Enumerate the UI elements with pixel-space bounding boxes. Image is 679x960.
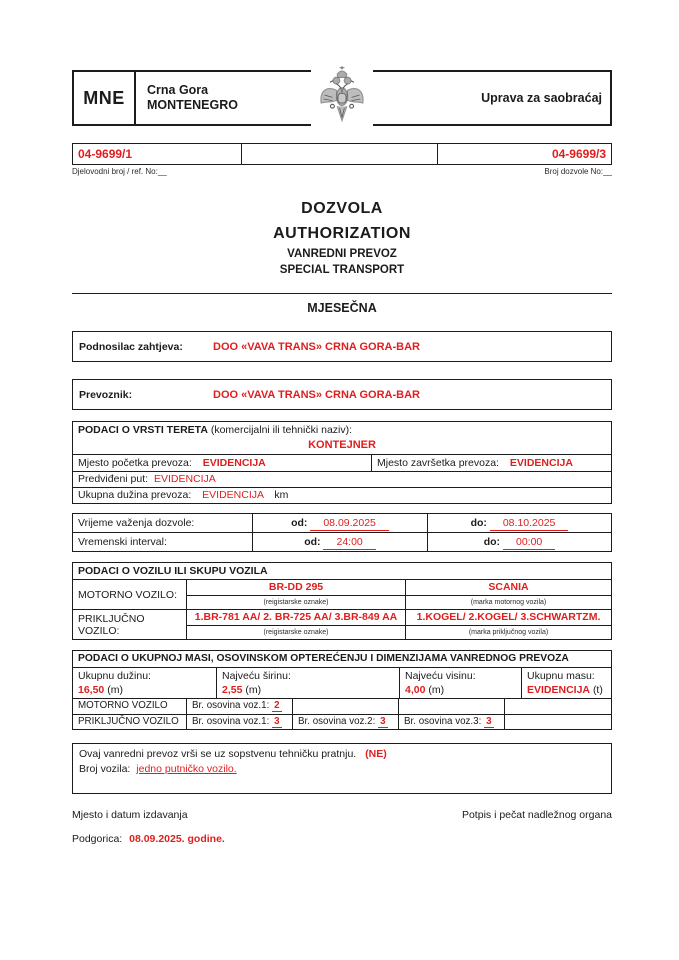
cargo-title-text: PODACI O VRSTI TERETA bbox=[78, 424, 208, 436]
valid-from-value: 08.09.2025 bbox=[310, 516, 389, 531]
cargo-start-cell bbox=[73, 455, 372, 471]
escort-line2 bbox=[79, 762, 605, 777]
country-name-english: MONTENEGRO bbox=[147, 98, 238, 112]
trailer-axle1-value: 3 bbox=[274, 715, 280, 727]
issue-place: Podgorica: bbox=[72, 833, 123, 845]
cargo-end-label: Mjesto završetka prevoza: bbox=[377, 457, 499, 469]
length-value: 16,50 bbox=[78, 684, 105, 696]
cargo-title-note: (komercijalni ili tehnički naziv): bbox=[210, 424, 353, 436]
applicant-box bbox=[72, 331, 612, 362]
od-label-2: od: bbox=[304, 536, 321, 548]
motor-vehicle-row bbox=[73, 580, 611, 609]
cargo-route-row bbox=[73, 472, 611, 488]
interval-label: Vremenski interval: bbox=[73, 533, 253, 551]
trailer-axle3-label: Br. osovina voz.3: bbox=[404, 715, 482, 727]
trailer-make-caption: (marka priključnog vozila) bbox=[468, 629, 549, 636]
motor-plate-value: BR-DD 295 bbox=[187, 580, 405, 596]
motor-axle2-cell-empty bbox=[293, 699, 399, 714]
ref-caption-right: Broj dozvole No:__ bbox=[544, 167, 612, 176]
footer-labels-row bbox=[72, 809, 612, 821]
do-label: do: bbox=[470, 517, 487, 529]
issue-date: 08.09.2025. godine. bbox=[129, 833, 225, 845]
title-block bbox=[72, 196, 612, 278]
permit-period: MJESEČNA bbox=[307, 301, 377, 315]
time-interval-row bbox=[73, 532, 611, 551]
cargo-section-title bbox=[73, 422, 611, 438]
trailer-axle1-cell bbox=[187, 715, 293, 730]
cargo-route-label: Predviđeni put: bbox=[78, 473, 149, 485]
mass-value-line bbox=[527, 683, 606, 697]
motor-axles-label: MOTORNO VOZILO bbox=[73, 699, 187, 714]
motor-axles-extra-empty bbox=[505, 699, 611, 714]
width-cell bbox=[217, 668, 400, 698]
title-authorization: AUTHORIZATION bbox=[273, 225, 411, 242]
horizontal-divider bbox=[72, 293, 612, 294]
carrier-value: DOO «VAVA TRANS» CRNA GORA-BAR bbox=[213, 388, 420, 401]
applicant-value: DOO «VAVA TRANS» CRNA GORA-BAR bbox=[213, 340, 420, 353]
escort-line1 bbox=[79, 747, 605, 762]
mass-dimensions-section bbox=[72, 650, 612, 730]
cargo-start-value: EVIDENCIJA bbox=[202, 457, 266, 469]
motor-make-caption: (marka motornog vozila) bbox=[470, 599, 547, 606]
width-unit: (m) bbox=[245, 684, 262, 696]
interval-to-cell bbox=[428, 533, 611, 551]
cargo-distance-label: Ukupna dužina prevoza: bbox=[78, 489, 192, 501]
escort-section bbox=[72, 743, 612, 794]
trailer-plate-value: 1.BR-781 AA/ 2. BR-725 AA/ 3.BR-849 AA bbox=[187, 610, 405, 626]
height-unit: (m) bbox=[428, 684, 445, 696]
height-value-line bbox=[405, 683, 516, 697]
mass-section-title: PODACI O UKUPNOJ MASI, OSOVINSKOM OPTEREĆENJU I DIMENZIJAMA VANREDNOG PREVOZA bbox=[73, 651, 611, 668]
escort-flag: (NE) bbox=[365, 748, 387, 760]
ref-number-middle-empty bbox=[242, 144, 438, 164]
reference-number-row bbox=[72, 143, 612, 165]
cargo-section bbox=[72, 421, 612, 504]
valid-to-value: 08.10.2025 bbox=[490, 516, 569, 531]
trailer-axles-label: PRIKLJUČNO VOZILO bbox=[73, 715, 187, 730]
cargo-distance-unit: km bbox=[274, 489, 289, 501]
trailer-vehicle-label: PRIKLJUČNO VOZILO: bbox=[73, 610, 187, 639]
signature-stamp-label: Potpis i pečat nadležnog organa bbox=[461, 809, 612, 821]
validity-label: Vrijeme važenja dozvole: bbox=[73, 514, 253, 532]
motor-make-value: SCANIA bbox=[406, 580, 611, 596]
width-value-line bbox=[222, 683, 394, 697]
issue-place-date-label: Mjesto i datum izdavanja bbox=[72, 809, 188, 821]
cargo-end-value: EVIDENCIJA bbox=[509, 457, 573, 469]
validity-period-row bbox=[73, 514, 611, 532]
trailer-axle2-value: 3 bbox=[380, 715, 386, 727]
length-cell bbox=[73, 668, 217, 698]
motor-axle1-label: Br. osovina voz.1: bbox=[192, 700, 270, 711]
vehicles-section bbox=[72, 562, 612, 640]
carrier-label: Prevoznik: bbox=[79, 388, 133, 401]
interval-to-value: 00:00 bbox=[503, 535, 555, 550]
subtitle-vanredni-prevoz: VANREDNI PREVOZ bbox=[287, 248, 397, 260]
mass-label: Ukupnu masu: bbox=[527, 670, 595, 682]
trailer-axle3-value: 3 bbox=[486, 715, 492, 727]
trailer-axles-extra-empty bbox=[505, 715, 611, 730]
trailer-axle3-cell bbox=[399, 715, 505, 730]
escort-vehicles-label: Broj vozila: bbox=[79, 763, 131, 775]
trailer-vehicle-row bbox=[73, 609, 611, 639]
do-label-2: do: bbox=[483, 536, 501, 548]
document-header bbox=[72, 70, 612, 126]
motor-make-cell bbox=[406, 580, 611, 609]
mass-unit: (t) bbox=[592, 684, 603, 696]
motor-axle3-cell-empty bbox=[399, 699, 505, 714]
width-value: 2,55 bbox=[222, 684, 243, 696]
width-label: Najveću širinu: bbox=[222, 670, 291, 682]
issue-place-row bbox=[72, 833, 612, 845]
motor-axle1-cell bbox=[187, 699, 293, 714]
mass-cell bbox=[522, 668, 611, 698]
cargo-route-value: EVIDENCIJA bbox=[153, 473, 216, 485]
od-label: od: bbox=[291, 517, 308, 529]
interval-from-cell bbox=[253, 533, 428, 551]
cargo-name: KONTEJNER bbox=[73, 438, 611, 455]
applicant-label: Podnosilac zahtjeva: bbox=[79, 340, 183, 353]
escort-text: Ovaj vanredni prevoz vrši se uz sopstvenu tehničku pratnju. bbox=[79, 748, 357, 760]
ref-caption-left: Djelovodni broj / ref. No:__ bbox=[72, 167, 167, 176]
subtitle-special-transport: SPECIAL TRANSPORT bbox=[279, 264, 405, 276]
trailer-plate-cell bbox=[187, 610, 406, 639]
motor-axles-row bbox=[73, 699, 611, 714]
trailer-plate-caption: (reigistarske oznake) bbox=[263, 629, 329, 636]
cargo-places-row bbox=[73, 455, 611, 472]
motor-plate-caption: (reigistarske oznake) bbox=[263, 599, 329, 606]
escort-vehicles-value: jedno putničko vozilo. bbox=[136, 763, 237, 775]
motor-axle1-value: 2 bbox=[274, 700, 280, 711]
vehicles-section-title: PODACI O VOZILU ILI SKUPU VOZILA bbox=[73, 563, 611, 580]
trailer-axle2-cell bbox=[293, 715, 399, 730]
height-value: 4,00 bbox=[405, 684, 426, 696]
permit-number-right: 04-9699/3 bbox=[551, 147, 606, 161]
country-code: MNE bbox=[74, 72, 136, 124]
motor-vehicle-label: MOTORNO VOZILO: bbox=[73, 580, 187, 609]
motor-plate-cell bbox=[187, 580, 406, 609]
ref-number-left: 04-9699/1 bbox=[73, 144, 242, 164]
montenegro-coat-of-arms-icon bbox=[311, 62, 373, 128]
length-value-line bbox=[78, 683, 211, 697]
dimensions-row bbox=[73, 668, 611, 699]
country-name-local: Crna Gora bbox=[147, 83, 209, 97]
valid-from-cell bbox=[253, 514, 428, 532]
trailer-axles-row bbox=[73, 714, 611, 730]
length-label: Ukupnu dužinu: bbox=[78, 670, 151, 682]
trailer-make-cell bbox=[406, 610, 611, 639]
mass-value: EVIDENCIJA bbox=[527, 684, 591, 696]
trailer-axle2-label: Br. osovina voz.2: bbox=[298, 715, 376, 727]
issuing-agency: Uprava za saobraćaj bbox=[481, 91, 602, 105]
reference-captions bbox=[72, 167, 612, 176]
trailer-axle1-label: Br. osovina voz.1: bbox=[192, 715, 270, 727]
validity-table bbox=[72, 513, 612, 552]
cargo-start-label: Mjesto početka prevoza: bbox=[78, 457, 192, 469]
length-unit: (m) bbox=[107, 684, 123, 696]
height-label: Najveću visinu: bbox=[405, 670, 476, 682]
trailer-make-value: 1.KOGEL/ 2.KOGEL/ 3.SCHWARTZM. bbox=[406, 610, 611, 626]
height-cell bbox=[400, 668, 522, 698]
document-content bbox=[72, 70, 612, 845]
title-dozvola: DOZVOLA bbox=[301, 200, 383, 217]
carrier-box bbox=[72, 379, 612, 410]
cargo-distance-row bbox=[73, 488, 611, 503]
interval-from-value: 24:00 bbox=[323, 535, 375, 550]
valid-to-cell bbox=[428, 514, 611, 532]
cargo-distance-value: EVIDENCIJA bbox=[202, 489, 264, 501]
cargo-end-cell bbox=[372, 455, 611, 471]
